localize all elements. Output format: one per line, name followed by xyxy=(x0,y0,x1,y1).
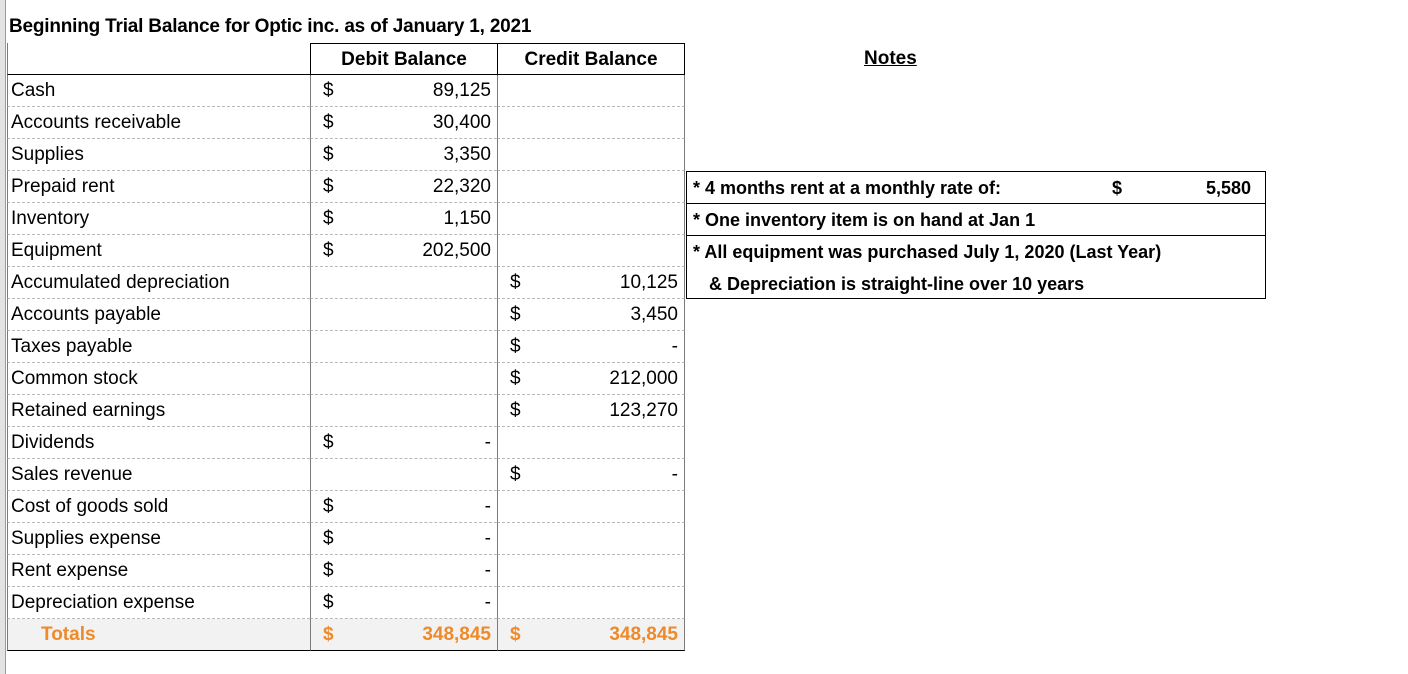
debit-amount: - xyxy=(484,496,491,517)
credit-cell[interactable] xyxy=(497,459,685,491)
debit-amount: 89,125 xyxy=(432,80,491,101)
debit-header[interactable]: Debit Balance xyxy=(310,43,497,75)
credit-cell[interactable] xyxy=(497,523,685,555)
credit-amount: 10,125 xyxy=(619,272,678,293)
credit-cell[interactable] xyxy=(497,107,685,139)
debit-cell[interactable] xyxy=(310,235,497,267)
account-label[interactable]: Inventory xyxy=(7,203,310,235)
account-label[interactable]: Prepaid rent xyxy=(7,171,310,203)
credit-dollar-sign: $ xyxy=(510,368,521,389)
debit-cell[interactable] xyxy=(310,363,497,395)
totals-debit-amount: 348,845 xyxy=(422,624,491,645)
credit-cell[interactable] xyxy=(497,555,685,587)
credit-cell[interactable] xyxy=(497,395,685,427)
credit-amount: - xyxy=(671,464,678,485)
debit-dollar-sign: $ xyxy=(323,560,334,581)
credit-cell[interactable] xyxy=(497,171,685,203)
debit-cell[interactable] xyxy=(310,331,497,363)
debit-cell[interactable] xyxy=(310,523,497,555)
credit-cell[interactable] xyxy=(497,491,685,523)
account-label[interactable]: Accounts payable xyxy=(7,299,310,331)
totals-credit-cell[interactable] xyxy=(497,619,685,651)
debit-amount: 3,350 xyxy=(443,144,491,165)
debit-cell[interactable] xyxy=(310,107,497,139)
debit-cell[interactable] xyxy=(310,459,497,491)
credit-cell[interactable] xyxy=(497,75,685,107)
credit-cell[interactable] xyxy=(497,139,685,171)
account-label[interactable]: Equipment xyxy=(7,235,310,267)
note-rent[interactable] xyxy=(687,172,1265,204)
account-label[interactable]: Accounts receivable xyxy=(7,107,310,139)
credit-amount: - xyxy=(671,336,678,357)
credit-cell[interactable] xyxy=(497,267,685,299)
debit-cell[interactable] xyxy=(310,427,497,459)
note-inventory[interactable] xyxy=(687,204,1265,236)
notes-box xyxy=(686,171,1266,299)
debit-dollar-sign: $ xyxy=(323,144,334,165)
debit-dollar-sign: $ xyxy=(323,592,334,613)
debit-cell[interactable] xyxy=(310,555,497,587)
account-label[interactable]: Cash xyxy=(7,75,310,107)
account-label[interactable]: Cost of goods sold xyxy=(7,491,310,523)
note-rent-text: * 4 months rent at a monthly rate of: xyxy=(693,178,1002,198)
debit-cell[interactable] xyxy=(310,75,497,107)
debit-amount: - xyxy=(484,432,491,453)
note-rent-amount: 5,580 xyxy=(1205,178,1251,198)
debit-amount: 30,400 xyxy=(432,112,491,133)
account-label[interactable]: Sales revenue xyxy=(7,459,310,491)
credit-dollar-sign: $ xyxy=(510,464,521,485)
credit-dollar-sign: $ xyxy=(510,336,521,357)
header-blank-cell[interactable] xyxy=(7,43,310,75)
account-label[interactable]: Retained earnings xyxy=(7,395,310,427)
credit-dollar-sign: $ xyxy=(510,272,521,293)
debit-dollar-sign: $ xyxy=(323,208,334,229)
totals-debit-cell[interactable] xyxy=(310,619,497,651)
account-label[interactable]: Dividends xyxy=(7,427,310,459)
credit-cell[interactable] xyxy=(497,203,685,235)
account-label[interactable]: Taxes payable xyxy=(7,331,310,363)
debit-cell[interactable] xyxy=(310,491,497,523)
debit-amount: - xyxy=(484,528,491,549)
credit-cell[interactable] xyxy=(497,299,685,331)
credit-amount: 123,270 xyxy=(609,400,678,421)
credit-cell[interactable] xyxy=(497,427,685,459)
debit-dollar-sign: $ xyxy=(323,528,334,549)
notes-title: Notes xyxy=(864,48,917,69)
debit-amount: - xyxy=(484,560,491,581)
credit-header[interactable]: Credit Balance xyxy=(497,43,685,75)
debit-dollar-sign: $ xyxy=(323,496,334,517)
debit-amount: 202,500 xyxy=(422,240,491,261)
credit-cell[interactable] xyxy=(497,363,685,395)
credit-dollar-sign: $ xyxy=(510,400,521,421)
sheet-left-edge xyxy=(0,0,6,674)
totals-debit-dollar: $ xyxy=(323,624,334,645)
note-rent-dollar: $ xyxy=(1112,178,1123,198)
debit-amount: 22,320 xyxy=(432,176,491,197)
note-depreciation[interactable] xyxy=(687,268,1265,300)
debit-dollar-sign: $ xyxy=(323,80,334,101)
account-label[interactable]: Depreciation expense xyxy=(7,587,310,619)
totals-label[interactable]: Totals xyxy=(7,619,310,651)
debit-dollar-sign: $ xyxy=(323,432,334,453)
totals-credit-dollar: $ xyxy=(510,624,521,645)
debit-amount: - xyxy=(484,592,491,613)
debit-cell[interactable] xyxy=(310,139,497,171)
totals-credit-amount: 348,845 xyxy=(609,624,678,645)
note-depreciation-text: & Depreciation is straight-line over 10 years xyxy=(709,274,1085,294)
credit-amount: 212,000 xyxy=(609,368,678,389)
debit-cell[interactable] xyxy=(310,203,497,235)
credit-cell[interactable] xyxy=(497,587,685,619)
credit-cell[interactable] xyxy=(497,331,685,363)
account-label[interactable]: Rent expense xyxy=(7,555,310,587)
credit-cell[interactable] xyxy=(497,235,685,267)
debit-cell[interactable] xyxy=(310,267,497,299)
debit-dollar-sign: $ xyxy=(323,112,334,133)
sheet-title: Beginning Trial Balance for Optic inc. as of January 1, 2021 xyxy=(9,16,532,37)
account-label[interactable]: Accumulated depreciation xyxy=(7,267,310,299)
credit-dollar-sign: $ xyxy=(510,304,521,325)
note-equipment[interactable] xyxy=(687,236,1265,268)
debit-cell[interactable] xyxy=(310,299,497,331)
credit-amount: 3,450 xyxy=(630,304,678,325)
debit-dollar-sign: $ xyxy=(323,176,334,197)
debit-cell[interactable] xyxy=(310,587,497,619)
account-label[interactable]: Supplies expense xyxy=(7,523,310,555)
account-label[interactable]: Supplies xyxy=(7,139,310,171)
note-inventory-text: * One inventory item is on hand at Jan 1 xyxy=(693,210,1036,230)
debit-cell[interactable] xyxy=(310,171,497,203)
debit-cell[interactable] xyxy=(310,395,497,427)
account-label[interactable]: Common stock xyxy=(7,363,310,395)
debit-dollar-sign: $ xyxy=(323,240,334,261)
note-equipment-text: * All equipment was purchased July 1, 2020 (Last Year) xyxy=(693,242,1162,262)
debit-amount: 1,150 xyxy=(443,208,491,229)
